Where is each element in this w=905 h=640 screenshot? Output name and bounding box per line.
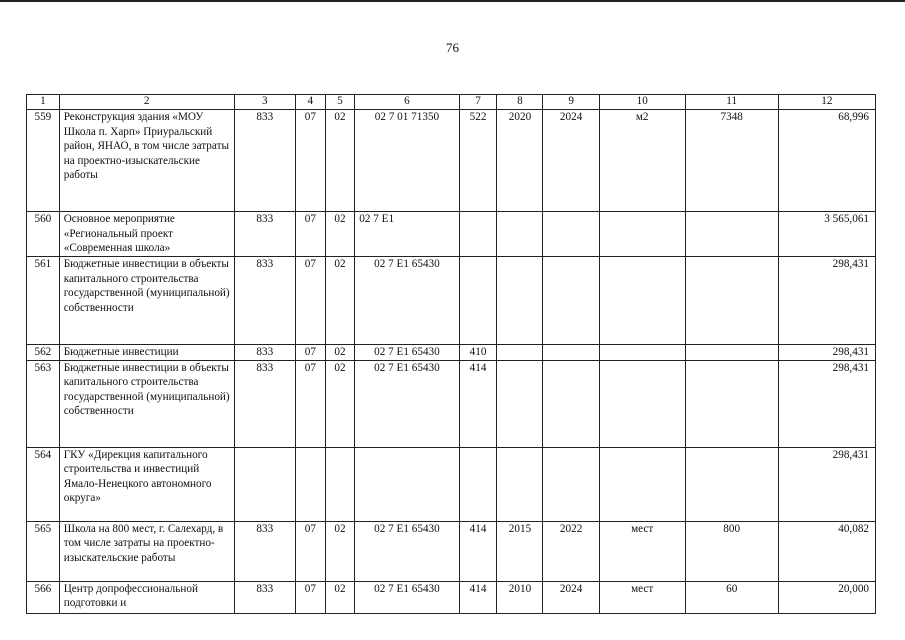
- cell-col-11: 800: [685, 521, 778, 581]
- cell-col-11: [685, 345, 778, 361]
- cell-col-7: [459, 257, 497, 345]
- cell-col-8: 2010: [497, 581, 543, 613]
- cell-col-4: 07: [295, 110, 325, 212]
- cell-col-11: [685, 360, 778, 447]
- row-number: 562: [27, 345, 60, 361]
- cell-col-6: 02 7 E1 65430: [355, 521, 459, 581]
- cell-col-3: [234, 447, 295, 521]
- table-row: [27, 345, 876, 361]
- cell-col-5: 02: [325, 521, 355, 581]
- cell-col-7: 414: [459, 360, 497, 447]
- cell-col-8: [497, 257, 543, 345]
- cell-col-9: [543, 360, 599, 447]
- cell-col-6: 02 7 01 71350: [355, 110, 459, 212]
- cell-col-7: [459, 447, 497, 521]
- header-col-11: 11: [685, 95, 778, 110]
- cell-col-9: [543, 345, 599, 361]
- cell-col-8: [497, 345, 543, 361]
- table-row: [27, 257, 876, 345]
- page-number: 76: [446, 40, 459, 55]
- cell-col-9: 2022: [543, 521, 599, 581]
- header-col-5: 5: [325, 95, 355, 110]
- budget-table-container: [26, 94, 876, 614]
- cell-col-4: 07: [295, 581, 325, 613]
- row-number: 564: [27, 447, 60, 521]
- cell-col-7: 414: [459, 581, 497, 613]
- cell-col-9: [543, 447, 599, 521]
- cell-col-11: [685, 257, 778, 345]
- cell-col-12: 298,431: [778, 447, 875, 521]
- row-name: Школа на 800 мест, г. Салехард, в том числе затраты на проектно-изыскательские работы: [59, 521, 234, 581]
- cell-col-11: 60: [685, 581, 778, 613]
- row-number: 566: [27, 581, 60, 613]
- header-col-6: 6: [355, 95, 459, 110]
- cell-col-3: 833: [234, 521, 295, 581]
- row-name: Центр допрофессиональной подготовки и: [59, 581, 234, 613]
- cell-col-10: мест: [599, 521, 685, 581]
- cell-col-12: 40,082: [778, 521, 875, 581]
- table-row: [27, 581, 876, 613]
- cell-col-10: [599, 360, 685, 447]
- cell-col-6: 02 7 E1: [355, 212, 459, 257]
- table-row: [27, 521, 876, 581]
- cell-col-4: [295, 447, 325, 521]
- cell-col-12: 298,431: [778, 345, 875, 361]
- header-col-4: 4: [295, 95, 325, 110]
- row-number: 563: [27, 360, 60, 447]
- cell-col-5: 02: [325, 360, 355, 447]
- row-name: Основное мероприятие «Региональный проект «Современная школа»: [59, 212, 234, 257]
- cell-col-9: 2024: [543, 581, 599, 613]
- cell-col-3: 833: [234, 581, 295, 613]
- cell-col-8: [497, 360, 543, 447]
- table-row: [27, 212, 876, 257]
- cell-col-6: 02 7 E1 65430: [355, 257, 459, 345]
- cell-col-10: мест: [599, 581, 685, 613]
- row-number: 561: [27, 257, 60, 345]
- cell-col-11: [685, 212, 778, 257]
- cell-col-10: [599, 447, 685, 521]
- cell-col-3: 833: [234, 345, 295, 361]
- cell-col-5: 02: [325, 110, 355, 212]
- cell-col-10: [599, 212, 685, 257]
- cell-col-4: 07: [295, 521, 325, 581]
- row-name: Бюджетные инвестиции в объекты капитального строительства государственной (муниципальной) собственности: [59, 257, 234, 345]
- cell-col-6: 02 7 E1 65430: [355, 581, 459, 613]
- cell-col-12: 68,996: [778, 110, 875, 212]
- row-name: Бюджетные инвестиции в объекты капитального строительства государственной (муниципальной) собственности: [59, 360, 234, 447]
- cell-col-12: 298,431: [778, 257, 875, 345]
- cell-col-3: 833: [234, 360, 295, 447]
- row-number: 559: [27, 110, 60, 212]
- cell-col-7: [459, 212, 497, 257]
- cell-col-8: [497, 212, 543, 257]
- header-col-8: 8: [497, 95, 543, 110]
- cell-col-5: 02: [325, 212, 355, 257]
- cell-col-7: 414: [459, 521, 497, 581]
- header-col-12: 12: [778, 95, 875, 110]
- cell-col-12: 20,000: [778, 581, 875, 613]
- table-row: [27, 447, 876, 521]
- cell-col-12: 3 565,061: [778, 212, 875, 257]
- row-number: 565: [27, 521, 60, 581]
- cell-col-8: [497, 447, 543, 521]
- cell-col-9: [543, 257, 599, 345]
- table-header-row: [27, 95, 876, 110]
- cell-col-8: 2020: [497, 110, 543, 212]
- budget-table: [26, 94, 876, 614]
- header-col-3: 3: [234, 95, 295, 110]
- row-name: Бюджетные инвестиции: [59, 345, 234, 361]
- cell-col-9: [543, 212, 599, 257]
- cell-col-5: 02: [325, 345, 355, 361]
- header-col-10: 10: [599, 95, 685, 110]
- cell-col-11: [685, 447, 778, 521]
- cell-col-6: 02 7 E1 65430: [355, 360, 459, 447]
- cell-col-9: 2024: [543, 110, 599, 212]
- row-name: ГКУ «Дирекция капитального строительства и инвестиций Ямало-Ненецкого автономного округа»: [59, 447, 234, 521]
- cell-col-3: 833: [234, 212, 295, 257]
- header-col-7: 7: [459, 95, 497, 110]
- cell-col-7: 522: [459, 110, 497, 212]
- table-row: [27, 110, 876, 212]
- cell-col-4: 07: [295, 212, 325, 257]
- table-row: [27, 360, 876, 447]
- cell-col-5: [325, 447, 355, 521]
- cell-col-3: 833: [234, 110, 295, 212]
- cell-col-6: [355, 447, 459, 521]
- header-col-2: 2: [59, 95, 234, 110]
- cell-col-5: 02: [325, 581, 355, 613]
- cell-col-4: 07: [295, 360, 325, 447]
- row-name: Реконструкция здания «МОУ Школа п. Харп» Приуральский район, ЯНАО, в том числе затраты на проектно-изыскательские работы: [59, 110, 234, 212]
- cell-col-10: [599, 345, 685, 361]
- cell-col-11: 7348: [685, 110, 778, 212]
- cell-col-10: м2: [599, 110, 685, 212]
- header-col-1: 1: [27, 95, 60, 110]
- cell-col-6: 02 7 E1 65430: [355, 345, 459, 361]
- row-number: 560: [27, 212, 60, 257]
- header-col-9: 9: [543, 95, 599, 110]
- cell-col-4: 07: [295, 257, 325, 345]
- cell-col-5: 02: [325, 257, 355, 345]
- cell-col-4: 07: [295, 345, 325, 361]
- cell-col-8: 2015: [497, 521, 543, 581]
- cell-col-3: 833: [234, 257, 295, 345]
- cell-col-10: [599, 257, 685, 345]
- cell-col-7: 410: [459, 345, 497, 361]
- top-border-line: [0, 0, 905, 2]
- cell-col-12: 298,431: [778, 360, 875, 447]
